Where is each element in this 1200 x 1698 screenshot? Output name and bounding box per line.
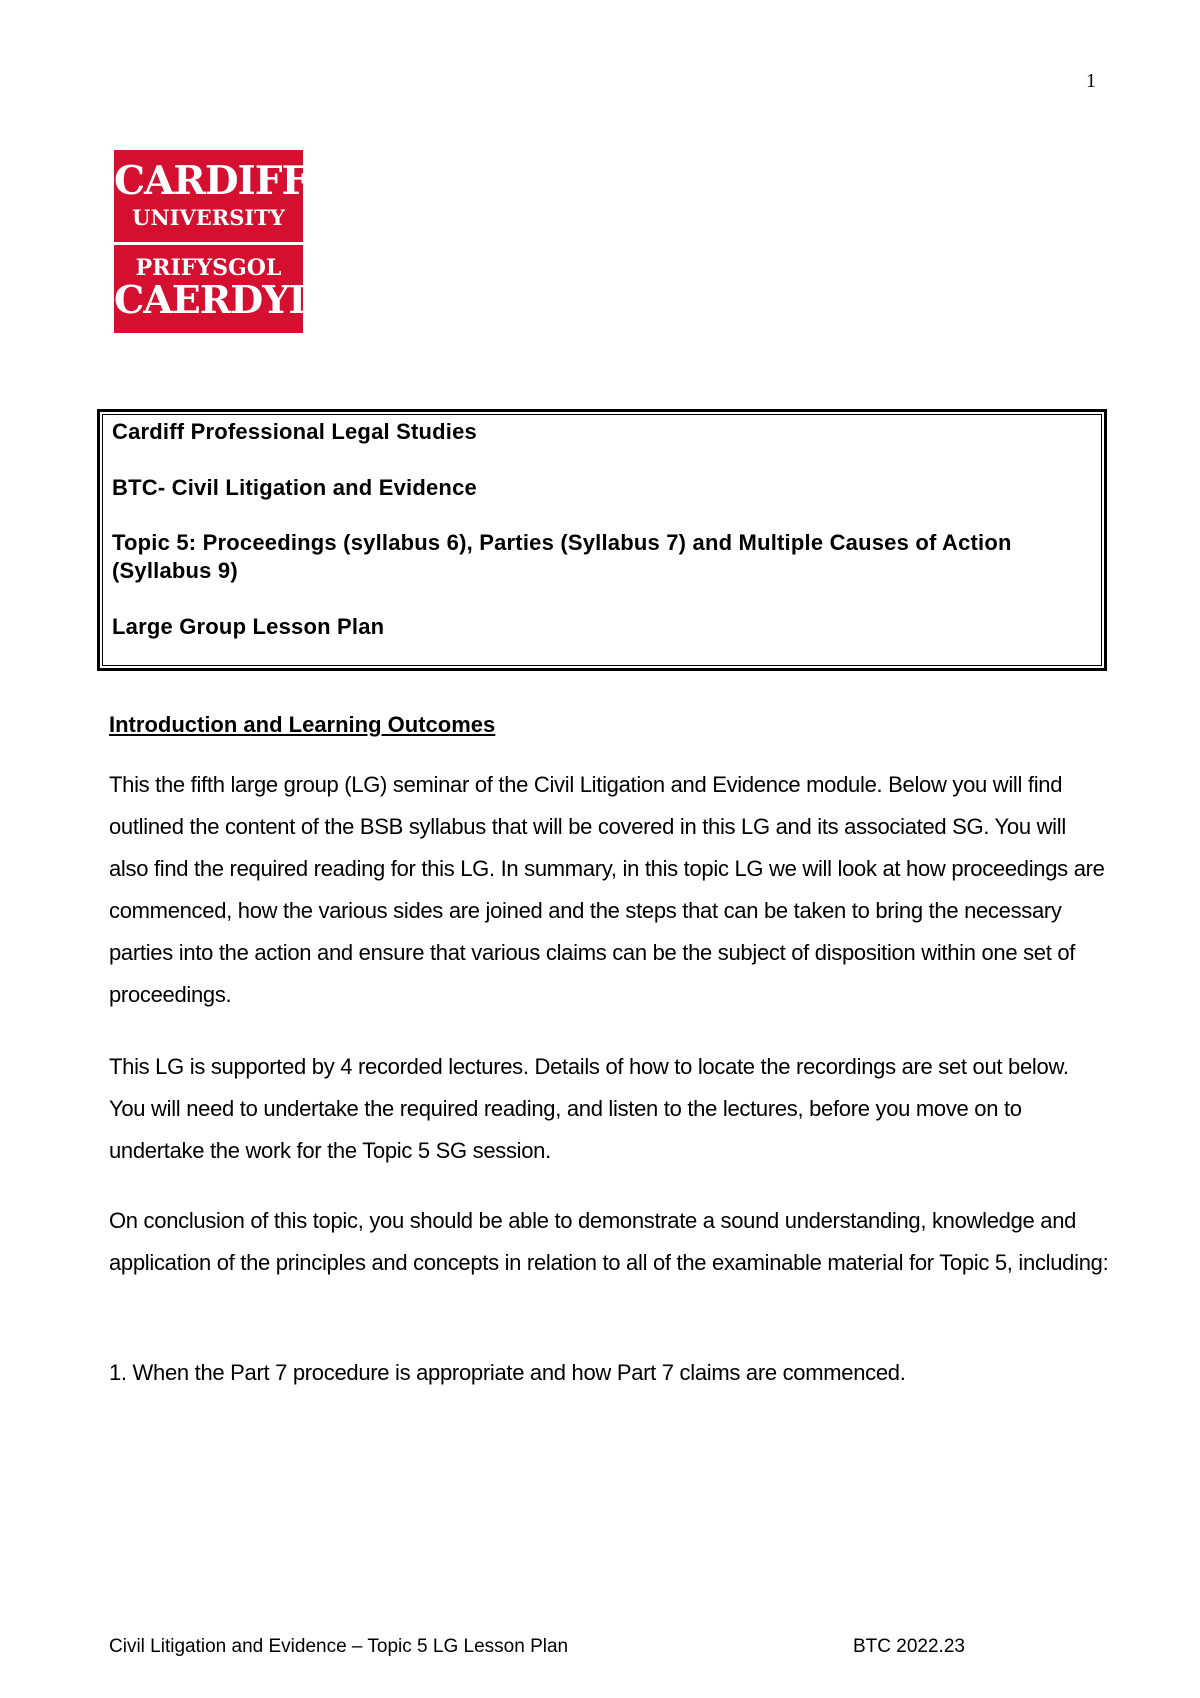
topic-title-line-2: (Syllabus 9) — [112, 558, 238, 583]
lectures-paragraph: This LG is supported by 4 recorded lectures. Details of how to locate the recordings are set out below. You will need to undertake the required reading, and listen to the lectures, before you move on to undertake the work for the Topic 5 SG session. — [109, 1054, 1069, 1163]
outcomes-paragraph: On conclusion of this topic, you should be able to demonstrate a sound understanding, knowledge and application of the principles and concepts in relation to all of the examinable material for Topic 5, including: — [109, 1208, 1109, 1275]
footer-course-code: BTC 2022.23 — [853, 1636, 965, 1657]
institution-title: Cardiff Professional Legal Studies — [112, 419, 477, 444]
logo-text-caerdydd: CAERDYDD — [114, 277, 353, 322]
logo-divider — [114, 242, 303, 245]
logo-text-university: UNIVERSITY — [132, 205, 285, 230]
intro-paragraph: This the fifth large group (LG) seminar of the Civil Litigation and Evidence module. Below you will find outlined the content of the BSB syllabus that will be covered in this LG and its associated SG. You will also find the required reading for this LG. In summary, in this topic LG we will look at how proceedings are commenced, how the various sides are joined and the steps that can be taken to bring the necessary parties into the action and ensure that various claims can be the subject of disposition within one set of proceedings. — [109, 772, 1105, 1007]
title-box — [97, 409, 1107, 671]
plan-type-title: Large Group Lesson Plan — [112, 614, 385, 639]
logo-text-prifysgol: PRIFYSGOL — [135, 255, 282, 281]
page-number: 1 — [1086, 70, 1096, 92]
course-title: BTC- Civil Litigation and Evidence — [112, 475, 477, 500]
logo-text-cardiff: CARDIFF — [114, 158, 309, 204]
section-heading: Introduction and Learning Outcomes — [109, 712, 496, 737]
topic-title-line-1: Topic 5: Proceedings (syllabus 6), Parties (Syllabus 7) and Multiple Causes of Action — [112, 530, 1012, 555]
cardiff-university-logo — [114, 150, 353, 333]
footer-document-title: Civil Litigation and Evidence – Topic 5 LG Lesson Plan — [109, 1636, 569, 1657]
list-item: 1. When the Part 7 procedure is appropriate and how Part 7 claims are commenced. — [109, 1360, 906, 1385]
